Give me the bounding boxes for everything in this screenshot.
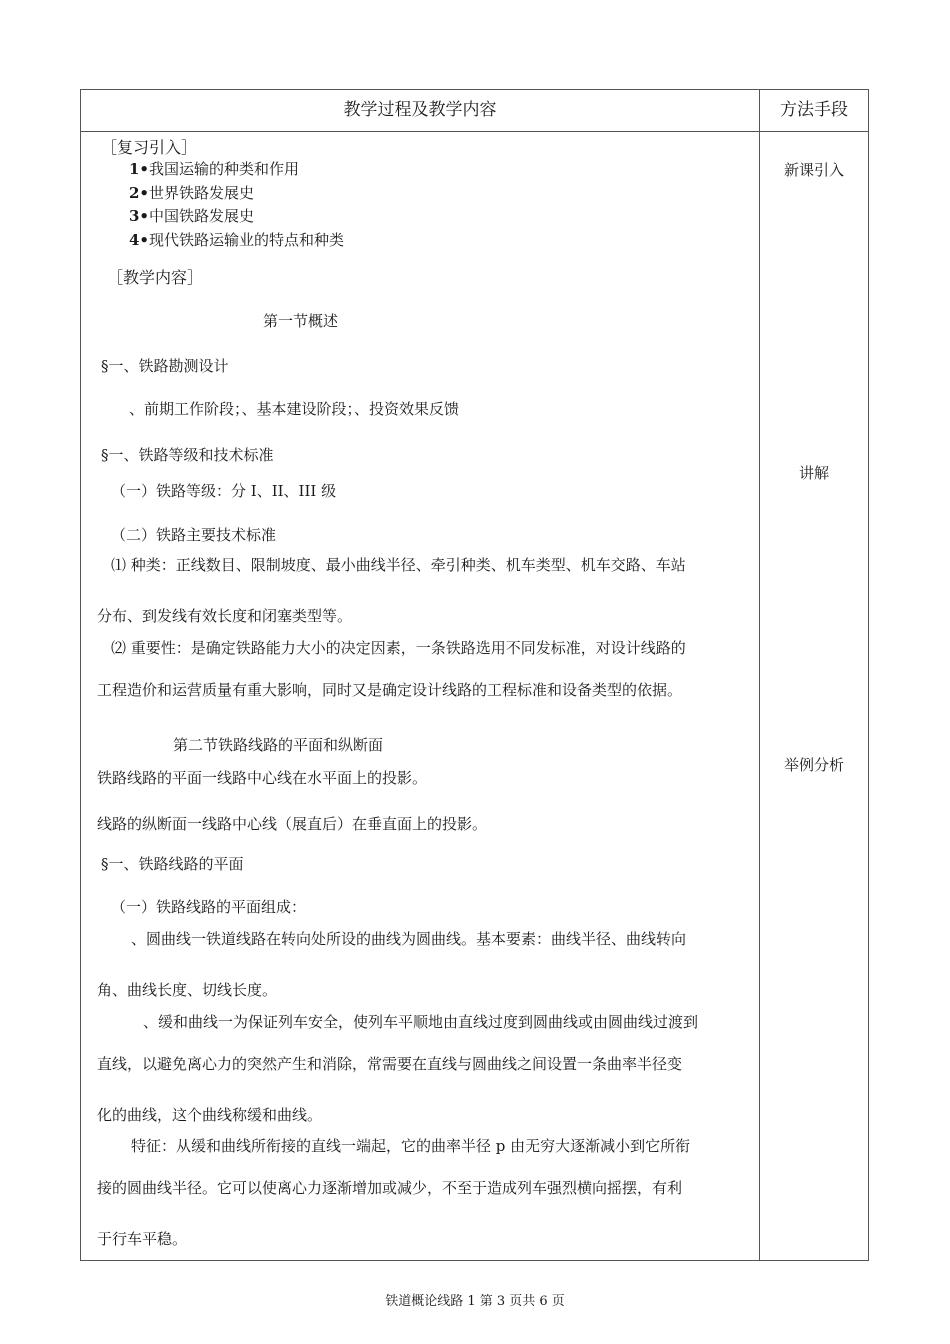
header-method: 方法手段 (780, 100, 848, 120)
section2-sub1: §一、铁路线路的平面 (101, 855, 244, 873)
profile-definition: 线路的纵断面一线路中心线（展直后）在垂直面上的投影。 (97, 815, 488, 833)
circular-curve-line1: 、圆曲线一铁道线路在转向处所设的曲线为圆曲线。基本要素：曲线半径、曲线转向 (131, 930, 687, 948)
feature-line3: 于行车平稳。 (97, 1230, 188, 1248)
review-item: 3•中国铁路发展史 (129, 207, 255, 225)
header-main: 教学过程及教学内容 (343, 100, 497, 120)
plan-composition: （一）铁路线路的平面组成： (111, 898, 307, 916)
method-lecture: 讲解 (798, 464, 829, 482)
review-item: 1•我国运输的种类和作用 (129, 160, 300, 178)
tech-standard: （二）铁路主要技术标准 (111, 526, 277, 544)
feature-line2: 接的圆曲线半径。它可以使离心力逐渐增加或减少，不至于造成列车强烈横向摇摆，有利 (97, 1179, 683, 1197)
review-title: ［复习引入］ (101, 138, 198, 157)
column-divider (759, 90, 760, 1260)
review-item: 4•现代铁路运输业的特点和种类 (129, 231, 345, 249)
easement-curve-line3: 化的曲线，这个曲线称缓和曲线。 (97, 1106, 323, 1124)
content-title: ［教学内容］ (107, 268, 204, 287)
railway-grade: （一）铁路等级：分 I、II、III 级 (111, 482, 337, 500)
header-divider (81, 131, 868, 132)
easement-curve-line2: 直线，以避免离心力的突然产生和消除，常需要在直线与圆曲线之间设置一条曲率半径变 (97, 1055, 683, 1073)
page-footer: 铁道概论线路 1 第 3 页共 6 页 (385, 1294, 565, 1309)
section1-sub1-text: 、前期工作阶段；、基本建设阶段；、投资效果反馈 (129, 400, 460, 418)
method-example: 举例分析 (783, 756, 844, 774)
standard-types-line2: 分布、到发线有效长度和闭塞类型等。 (97, 607, 353, 625)
section1-sub1: §一、铁路勘测设计 (101, 357, 229, 375)
method-new-lesson: 新课引入 (783, 161, 844, 179)
importance-line2: 工程造价和运营质量有重大影响，同时又是确定设计线路的工程标准和设备类型的依据。 (97, 681, 683, 699)
section2-title: 第二节铁路线路的平面和纵断面 (173, 736, 384, 754)
plan-definition: 铁路线路的平面一线路中心线在水平面上的投影。 (97, 769, 428, 787)
circular-curve-line2: 角、曲线长度、切线长度。 (97, 981, 278, 999)
standard-types-line1: ⑴ 种类：正线数目、限制坡度、最小曲线半径、牵引种类、机车类型、机车交路、车站 (111, 556, 686, 574)
lesson-table (80, 89, 869, 1261)
importance-line1: ⑵ 重要性：是确定铁路能力大小的决定因素，一条铁路选用不同发标准，对设计线路的 (111, 639, 686, 657)
easement-curve-line1: 、缓和曲线一为保证列车安全，使列车平顺地由直线过度到圆曲线或由圆曲线过渡到 (143, 1013, 699, 1031)
section1-sub2: §一、铁路等级和技术标准 (101, 446, 274, 464)
feature-line1: 特征：从缓和曲线所衔接的直线一端起，它的曲率半径 p 由无穷大逐渐减小到它所衔 (131, 1137, 691, 1155)
section1-title: 第一节概述 (263, 312, 339, 330)
review-item: 2•世界铁路发展史 (129, 184, 255, 202)
